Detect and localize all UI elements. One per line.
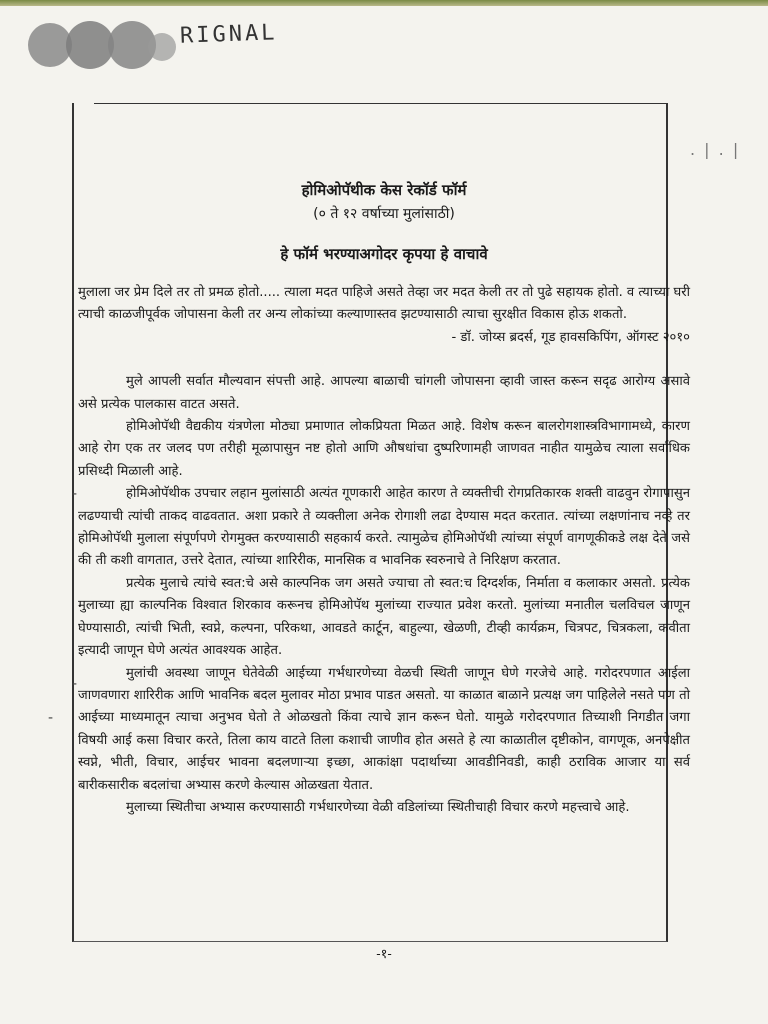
- margin-dash: -: [48, 710, 54, 726]
- paragraph: प्रत्येक मुलाचे त्यांचे स्वत:चे असे काल्पनिक जग असते ज्याचा तो स्वत:च दिग्दर्शक, निर्माता व कलाकार असतो. प्रत्येक मुलाच्या ह्या काल्पनिक विश्वात शिरकाव करूनच होमिओपॅथ मुलांच्या राज्यात प्रवेश करतो. मुलांच्या मनातील चलविचल जाणून घेण्यासाठी, त्यांची भिती, स्वप्ने, कल्पना, परिकथा, आवडते कार्टून, बाहुल्या, खेळणी, टीव्ही कार्यक्रम, चित्रपट, चित्रकला, कवीता इत्यादी जाणून घेणे अत्यंत आवश्यक आहेत.: [78, 575, 690, 659]
- paragraph: मुलाच्या स्थितीचा अभ्यास करण्यासाठी गर्भधारणेच्या वेळी वडिलांच्या स्थितीचाही विचार करणे महत्त्वाचे आहे.: [126, 799, 630, 815]
- scan-edge: [0, 0, 768, 6]
- paragraph: मुले आपली सर्वात मौल्यवान संपत्ती आहे. आपल्या बाळाची चांगली जोपासना व्हावी जास्त करून सदृढ आरोग्य असावे असे प्रत्येक पालकास वाटत असते.: [78, 374, 690, 412]
- original-stamp-text: RIGNAL: [179, 20, 278, 49]
- paragraph: होमिओपॅथीक उपचार लहान मुलांसाठी अत्यंत गूणकारी आहेत कारण ते व्यक्तीची रोगप्रतिकारक शक्ती वाढवुन रोगापासुन लढण्याची त्यांची ताकद वाढवतात. अशा प्रकारे ते व्यक्तीला अनेक रोगाशी लढा देण्यास मदत करतात. त्यांच्या लक्षणांनाच नव्हे तर होमिओपॅथी मुलाला संपूर्णपणे रोगमुक्त करण्यासाठी सहकार्य करते. त्यामुळेच होमिओपॅथी त्यांच्या संपूर्ण वागणूकीकडे लक्ष देते जसे की ती कशी वागतात, उत्तरे देतात, त्यांच्या शारिरीक, मानसिक व भावनिक स्वरुनाचे ते निरिक्षण करतात.: [78, 486, 690, 569]
- margin-dash: -: [72, 486, 78, 502]
- paragraph: मुलांची अवस्था जाणून घेतेवेळी आईच्या गर्भधारणेच्या वेळची स्थिती जाणून घेणे गरजेचे आहे. गरोदरपणात आईला जाणवणारा शारिरीक आणि भावनिक बदल मुलावर मोठा प्रभाव पाडत असतो. या काळात बाळाने प्रत्यक्ष जग पाहिलेले नसते पण तो आईच्या माध्यमातून त्याचा अनुभव घेतो ते ओळखतो किंवा त्याचे ज्ञान करून घेतो. यामुळे गरोदरपणात तिच्याशी निगडीत जगा विषयी आई कसा विचार करते, तिला काय वाटते तिला कशाची जाणीव होत असते हे त्या काळातील दृष्टीकोन, वागणूक, अनपेक्षीत स्वप्ने, भीती, विचार, आईचर भावना बदलणाऱ्या इच्छा, आकांक्षा पदार्थाच्या आवडीनिवडी, काही ठराविक आजार या सर्व बारीकसारीक बदलांचा अभ्यास करणे केल्यास ओळखता येतात.: [78, 665, 690, 793]
- paragraph: होमिओपॅथी वैद्यकीय यंत्रणेला मोठ्या प्रमाणात लोकप्रियता मिळत आहे. विशेष करून बालरोगशास्त्रविभागामध्ये, कारण आहे रोग एक तर जलद पण तरीही मूळापासुन नष्ट होतो आणि औषधांचा दुष्परिणामही जाणवत नाहीत यामुळेच त्याला सर्वाधिक प्रसिध्दी मिळाली आहे.: [78, 419, 690, 479]
- form-subtitle: (० ते १२ वर्षाच्या मुलांसाठी): [313, 206, 455, 222]
- document-body: [78, 282, 690, 819]
- form-instruction: हे फॉर्म भरण्याअगोदर कृपया हे वाचावे: [280, 245, 488, 263]
- margin-dash: -: [72, 676, 78, 692]
- page-number: -१-: [376, 947, 392, 962]
- margin-scribble: . | . |: [690, 140, 741, 159]
- seal-stamp: [28, 14, 178, 76]
- form-title: होमिओपॅथीक केस रेकॉर्ड फॉर्म: [301, 181, 467, 199]
- quote-attribution: - डॉ. जोय्स ब्रदर्स, गूड हावसकिपिंग, ऑगस्ट २०१०: [451, 329, 690, 345]
- quote-text: मुलाला जर प्रेम दिले तर तो प्रमळ होतो..... त्याला मदत पाहिजे असते तेव्हा जर मदत केली तर तो पुढे सहायक होतो. व त्याच्या घरी त्याची काळजीपूर्वक जोपासना केली तर अन्य लोकांच्या कल्याणास्तव झटण्यासाठी त्याचा सुरक्षीत विकास होऊ शकतो.: [78, 285, 690, 323]
